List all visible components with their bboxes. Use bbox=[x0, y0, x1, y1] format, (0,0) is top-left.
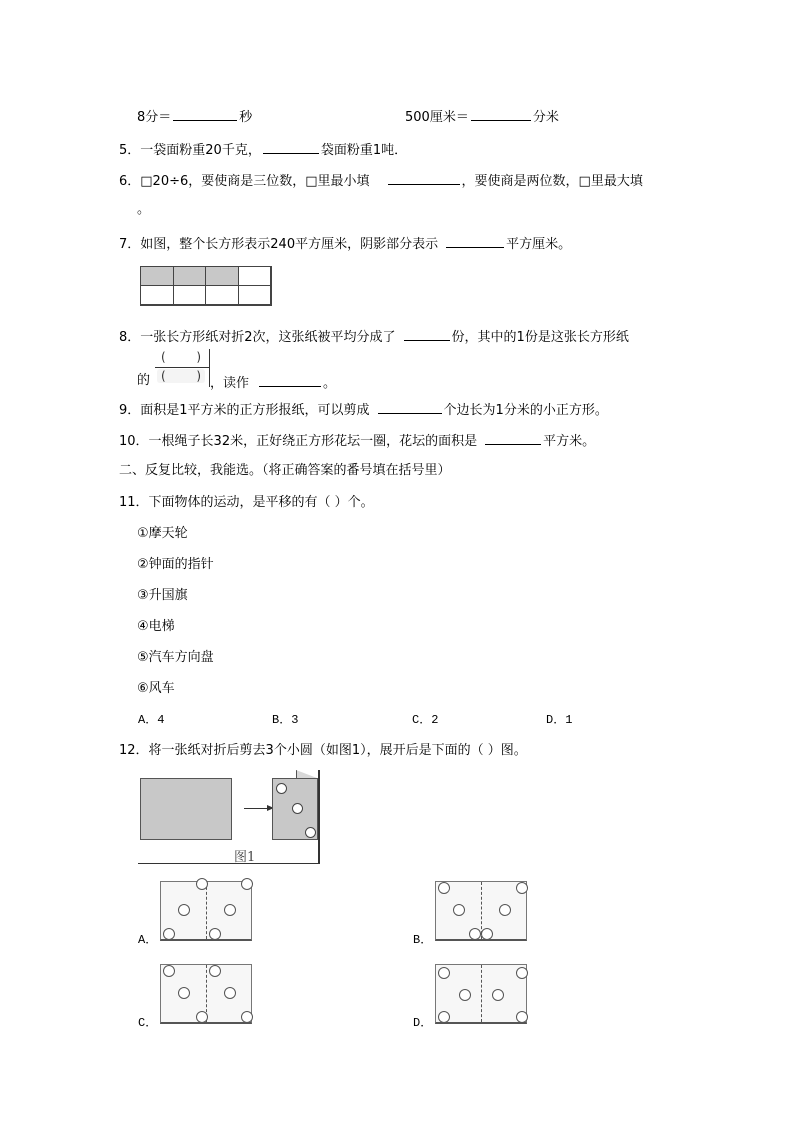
q11-option-d[interactable]: D．1 bbox=[546, 713, 573, 727]
hole-circle bbox=[224, 904, 236, 916]
hole-circle bbox=[492, 989, 504, 1001]
fraction-bar bbox=[155, 367, 209, 368]
question-8 bbox=[119, 326, 629, 347]
q6-text-before: 6．□20÷6，要使商是三位数，□里最小填 bbox=[119, 174, 370, 189]
q9-text-before: 9．面积是1平方米的正方形报纸，可以剪成 bbox=[119, 403, 370, 418]
q4-right-text: 500厘米＝ bbox=[405, 110, 469, 125]
q5-blank[interactable] bbox=[263, 139, 319, 154]
hole-circle bbox=[163, 928, 175, 940]
hole-circle bbox=[209, 965, 221, 977]
q4-left-unit: 秒 bbox=[239, 110, 253, 125]
question-6 bbox=[119, 170, 643, 191]
hole-circle bbox=[516, 967, 528, 979]
q8-blank-2[interactable] bbox=[259, 372, 321, 387]
q12-option-a-figure[interactable] bbox=[160, 881, 252, 941]
q12-option-c-label[interactable]: C． bbox=[138, 1016, 158, 1030]
q6-end-period: 。 bbox=[137, 202, 151, 217]
q8-prefix: 的 bbox=[137, 373, 151, 388]
q11-item-4: ④电梯 bbox=[137, 619, 175, 634]
fraction-numerator[interactable]: ( ) bbox=[161, 350, 201, 364]
q12-option-d-figure[interactable] bbox=[435, 964, 527, 1024]
fold-flap bbox=[296, 770, 317, 778]
q8-line-2-prefix bbox=[137, 372, 150, 390]
fold-line bbox=[206, 882, 207, 939]
fraction-denominator[interactable]: ( ) bbox=[157, 369, 205, 383]
q11-item-3: ③升国旗 bbox=[137, 588, 188, 603]
q12-option-b-label[interactable]: B． bbox=[413, 933, 433, 947]
q4-right bbox=[405, 106, 559, 127]
q7-rectangle-grid bbox=[140, 266, 272, 306]
grid-cell-shaded bbox=[140, 266, 173, 285]
fold-line bbox=[481, 965, 482, 1022]
q12-option-c-figure[interactable] bbox=[160, 964, 252, 1024]
hole-circle bbox=[276, 783, 287, 794]
hole-circle bbox=[163, 965, 175, 977]
question-12-stem: 12．将一张纸对折后剪去3个小圆（如图1），展开后是下面的（ ）图。 bbox=[119, 743, 527, 758]
q7-text-after: 平方厘米。 bbox=[506, 237, 572, 252]
hole-circle bbox=[209, 928, 221, 940]
q5-text-after: 袋面粉重1吨． bbox=[320, 143, 408, 158]
q8-fraction bbox=[155, 349, 210, 387]
hole-circle bbox=[438, 882, 450, 894]
q12-option-b-figure[interactable] bbox=[435, 881, 527, 941]
q7-blank[interactable] bbox=[446, 233, 504, 248]
hole-circle bbox=[516, 882, 528, 894]
question-10 bbox=[119, 430, 595, 451]
hole-circle bbox=[178, 987, 190, 999]
hole-circle bbox=[241, 878, 253, 890]
grid-cell-shaded bbox=[205, 266, 238, 285]
q4-right-unit: 分米 bbox=[532, 110, 559, 125]
hole-circle bbox=[469, 928, 481, 940]
q11-option-a[interactable]: A．4 bbox=[138, 713, 165, 727]
q8-text-before: 8．一张长方形纸对折2次，这张纸被平均分成了 bbox=[119, 330, 396, 345]
q8-end: 。 bbox=[323, 376, 337, 391]
figure-caption: 图1 bbox=[234, 850, 256, 865]
hole-circle bbox=[438, 1011, 450, 1023]
q10-blank[interactable] bbox=[485, 430, 541, 445]
hole-circle bbox=[241, 1011, 253, 1023]
grid-cell bbox=[205, 285, 238, 304]
grid-cell bbox=[140, 285, 173, 304]
question-7 bbox=[119, 233, 571, 254]
q4-left-text: 8分＝ bbox=[137, 110, 172, 125]
q11-option-b[interactable]: B．3 bbox=[272, 713, 299, 727]
q11-item-5: ⑤汽车方向盘 bbox=[137, 650, 214, 665]
q6-text-after: ，要使商是两位数，□里最大填 bbox=[461, 174, 643, 189]
q6-line-2 bbox=[137, 201, 150, 219]
grid-cell bbox=[238, 285, 271, 304]
q4-right-blank[interactable] bbox=[471, 106, 531, 121]
hole-circle bbox=[178, 904, 190, 916]
q12-option-a-label[interactable]: A． bbox=[138, 933, 158, 947]
q4-left-blank[interactable] bbox=[173, 106, 237, 121]
grid-cell-shaded bbox=[173, 266, 206, 285]
q7-text-before: 7．如图，整个长方形表示240平方厘米，阴影部分表示 bbox=[119, 237, 439, 252]
q12-figure-1 bbox=[138, 770, 320, 864]
hole-circle bbox=[196, 1011, 208, 1023]
q11-option-c[interactable]: C．2 bbox=[412, 713, 439, 727]
section-2-heading: 二、反复比较，我能选。（将正确答案的番号填在括号里） bbox=[119, 463, 451, 478]
grid-cell bbox=[173, 285, 206, 304]
q11-item-6: ⑥风车 bbox=[137, 681, 175, 696]
q4-row bbox=[137, 106, 252, 127]
hole-circle bbox=[292, 803, 303, 814]
grid-cell bbox=[238, 266, 271, 285]
q8-text-after: 份，其中的1份是这张长方形纸 bbox=[451, 330, 629, 345]
hole-circle bbox=[453, 904, 465, 916]
hole-circle bbox=[224, 987, 236, 999]
hole-circle bbox=[499, 904, 511, 916]
question-5 bbox=[119, 139, 407, 160]
q11-item-2: ②钟面的指针 bbox=[137, 557, 214, 572]
hole-circle bbox=[481, 928, 493, 940]
hole-circle bbox=[196, 878, 208, 890]
q9-blank[interactable] bbox=[378, 399, 442, 414]
q8-blank-1[interactable] bbox=[404, 326, 450, 341]
q8-read-as: ，读作 bbox=[210, 376, 250, 391]
paper-rectangle bbox=[140, 778, 232, 840]
q6-blank-1[interactable] bbox=[388, 170, 460, 185]
hole-circle bbox=[438, 967, 450, 979]
q8-line-2 bbox=[210, 372, 336, 393]
q5-text-before: 5．一袋面粉重20千克， bbox=[119, 143, 261, 158]
hole-circle bbox=[459, 989, 471, 1001]
q10-text-before: 10．一根绳子长32米，正好绕正方形花坛一圈，花坛的面积是 bbox=[119, 434, 478, 449]
question-11-stem: 11．下面物体的运动，是平移的有（ ）个。 bbox=[119, 495, 374, 510]
question-9 bbox=[119, 399, 608, 420]
q11-item-1: ①摩天轮 bbox=[137, 526, 188, 541]
q10-text-after: 平方米。 bbox=[543, 434, 596, 449]
arrow-right-icon bbox=[244, 808, 268, 809]
q9-text-after: 个边长为1分米的小正方形。 bbox=[443, 403, 608, 418]
q12-option-d-label[interactable]: D． bbox=[413, 1016, 433, 1030]
hole-circle bbox=[305, 827, 316, 838]
hole-circle bbox=[516, 1011, 528, 1023]
